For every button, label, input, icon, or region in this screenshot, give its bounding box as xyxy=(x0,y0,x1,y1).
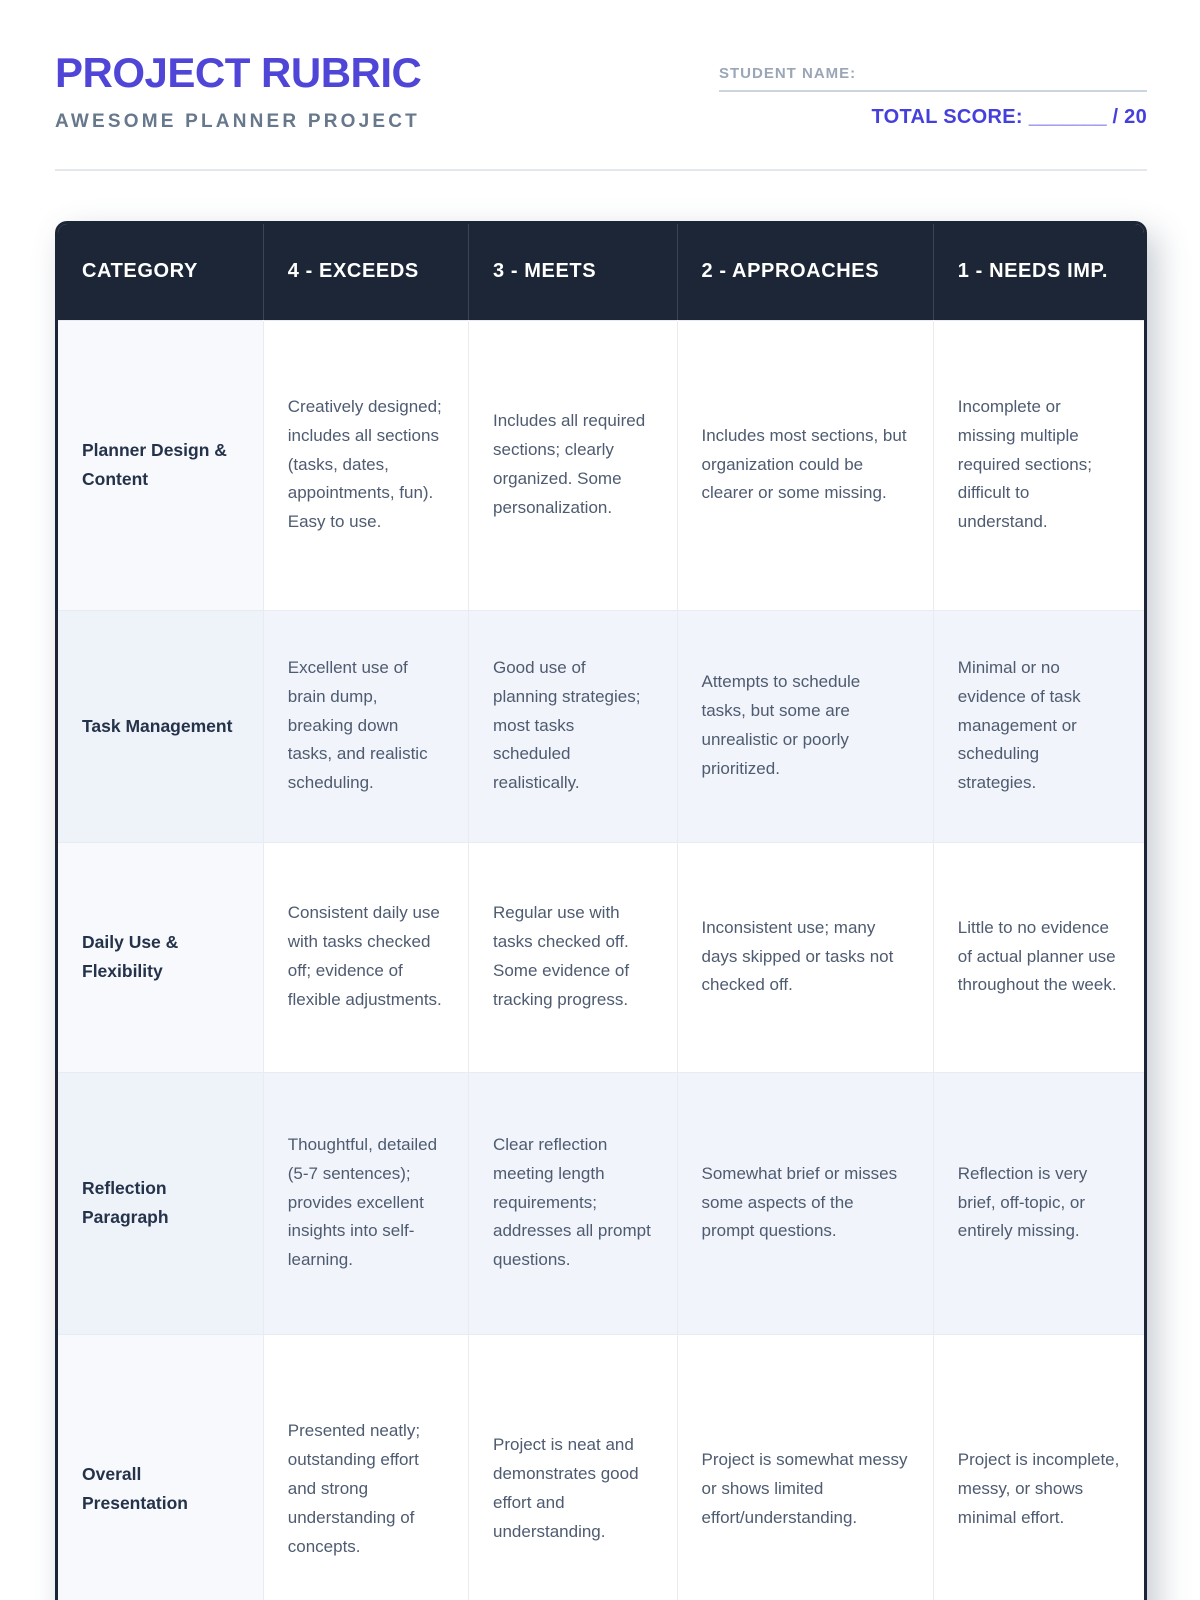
rubric-cell: Clear reflection meeting length requirements; addresses all prompt questions. xyxy=(469,1072,678,1334)
table-row-daily-use xyxy=(58,842,1144,1072)
document-header xyxy=(55,49,1147,132)
rubric-cell: Excellent use of brain dump, breaking down tasks, and realistic scheduling. xyxy=(263,610,468,842)
page-subtitle: AWESOME PLANNER PROJECT xyxy=(55,111,420,132)
total-score-label: TOTAL SCORE: xyxy=(871,106,1023,128)
rubric-cell: Includes most sections, but organization could be clearer or some missing. xyxy=(677,320,933,610)
header-row xyxy=(58,224,1144,320)
student-name-blank xyxy=(719,90,1147,92)
table-body xyxy=(58,320,1144,1600)
rubric-cell: Project is neat and demonstrates good effort and understanding. xyxy=(469,1334,678,1600)
rubric-cell: Project is incomplete, messy, or shows minimal effort. xyxy=(933,1334,1144,1600)
rubric-table-grid xyxy=(58,224,1144,1600)
total-score-blank: _______ xyxy=(1028,106,1107,128)
category-label: Task Management xyxy=(58,610,263,842)
rubric-cell: Creatively designed; includes all sections (tasks, dates, appointments, fun). Easy to use. xyxy=(263,320,468,610)
student-name-label: STUDENT NAME: xyxy=(719,65,857,82)
rubric-cell: Incomplete or missing multiple required sections; difficult to understand. xyxy=(933,320,1144,610)
rubric-cell: Little to no evidence of actual planner use throughout the week. xyxy=(933,842,1144,1072)
rubric-cell: Regular use with tasks checked off. Some evidence of tracking progress. xyxy=(469,842,678,1072)
total-score xyxy=(719,107,1147,127)
rubric-cell: Somewhat brief or misses some aspects of the prompt questions. xyxy=(677,1072,933,1334)
category-label: Planner Design & Content xyxy=(58,320,263,610)
rubric-cell: Presented neatly; outstanding effort and strong understanding of concepts. xyxy=(263,1334,468,1600)
title-block xyxy=(55,49,422,132)
total-score-denominator: / 20 xyxy=(1112,106,1147,128)
column-header-approaches: 2 - APPROACHES xyxy=(677,224,933,320)
table-row-overall-presentation xyxy=(58,1334,1144,1600)
column-header-needs-imp: 1 - NEEDS IMP. xyxy=(933,224,1144,320)
rubric-cell: Project is somewhat messy or shows limited effort/understanding. xyxy=(677,1334,933,1600)
rubric-cell: Inconsistent use; many days skipped or tasks not checked off. xyxy=(677,842,933,1072)
column-header-exceeds: 4 - EXCEEDS xyxy=(263,224,468,320)
rubric-cell: Reflection is very brief, off-topic, or entirely missing. xyxy=(933,1072,1144,1334)
rubric-cell: Thoughtful, detailed (5-7 sentences); provides excellent insights into self-learning. xyxy=(263,1072,468,1334)
rubric-cell: Consistent daily use with tasks checked off; evidence of flexible adjustments. xyxy=(263,842,468,1072)
category-label: Overall Presentation xyxy=(58,1334,263,1600)
score-block xyxy=(719,52,1147,127)
table-row-task-management xyxy=(58,610,1144,842)
rubric-cell: Attempts to schedule tasks, but some are unrealistic or poorly prioritized. xyxy=(677,610,933,842)
category-label: Daily Use & Flexibility xyxy=(58,842,263,1072)
rubric-cell: Good use of planning strategies; most tasks scheduled realistically. xyxy=(469,610,678,842)
rubric-cell: Includes all required sections; clearly organized. Some personalization. xyxy=(469,320,678,610)
table-row-reflection xyxy=(58,1072,1144,1334)
column-header-meets: 3 - MEETS xyxy=(469,224,678,320)
category-label: Reflection Paragraph xyxy=(58,1072,263,1334)
table-row-planner-design xyxy=(58,320,1144,610)
rubric-table xyxy=(55,221,1147,1600)
column-header-category: CATEGORY xyxy=(58,224,263,320)
header-divider xyxy=(55,169,1147,171)
rubric-cell: Minimal or no evidence of task management or scheduling strategies. xyxy=(933,610,1144,842)
table-header xyxy=(58,224,1144,320)
page-title: PROJECT RUBRIC xyxy=(55,49,422,96)
